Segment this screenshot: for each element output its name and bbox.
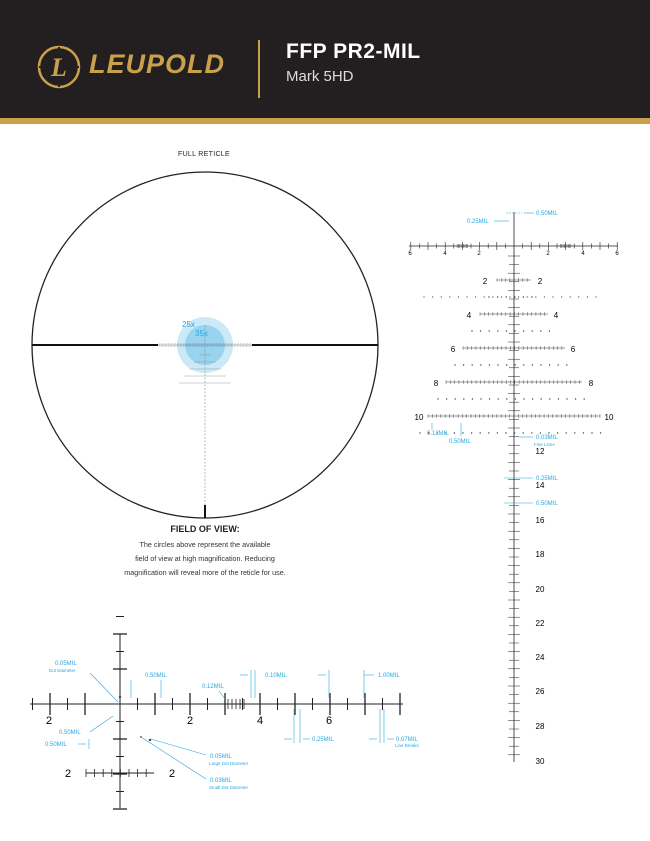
v-label-20: 20 — [535, 585, 545, 594]
callout-050-left-b: 0.50MIL — [45, 742, 67, 748]
h-label-right-6: 6 — [615, 251, 619, 257]
model-subtitle: Mark 5HD — [286, 68, 354, 85]
callout-050-lower: 0.50MIL — [536, 501, 558, 507]
reticle-detail-bottom — [30, 617, 420, 810]
tree-label-2-left: 2 — [482, 277, 488, 286]
tree-dot — [498, 398, 499, 399]
tree-label-4-left: 4 — [466, 311, 472, 320]
tree-dot — [497, 296, 498, 297]
tree-dot — [489, 364, 490, 365]
callout-025-lower: 0.25MIL — [536, 476, 558, 482]
tree-dot — [419, 432, 420, 433]
callout-025-bottom: 0.25MIL — [312, 737, 334, 743]
tree-dot — [462, 432, 463, 433]
h-label-right-4: 4 — [581, 251, 585, 257]
tree-dot — [509, 296, 510, 297]
tree-dot — [548, 432, 549, 433]
tree-dot — [506, 296, 507, 297]
tree-dot — [432, 296, 433, 297]
v-label-18: 18 — [535, 550, 545, 559]
callout-small-dot-caption: Small Dot Diameter — [209, 785, 249, 790]
tree-dot — [532, 398, 533, 399]
tree-dot — [446, 398, 447, 399]
svg-text:L: L — [51, 53, 67, 82]
callout-010: 0.10MIL — [265, 673, 287, 679]
tree-dot — [570, 296, 571, 297]
tree-dot — [484, 296, 485, 297]
tree-dot — [463, 364, 464, 365]
model-title: FFP PR2-MIL — [286, 40, 421, 63]
tree-dot — [549, 398, 550, 399]
brand-name: LEUPOLD — [89, 49, 226, 79]
tree-dot — [497, 330, 498, 331]
tree-dot — [561, 296, 562, 297]
tree-dot — [489, 398, 490, 399]
tree-dot — [558, 398, 559, 399]
tree-label-4-right: 4 — [553, 311, 559, 320]
tree-dot — [506, 330, 507, 331]
detail-large-dot — [149, 739, 151, 741]
v-label-26: 26 — [535, 687, 545, 696]
h-label-right-2: 2 — [546, 251, 550, 257]
tree-label-8-right: 8 — [588, 379, 594, 388]
callout-025-top: 0.25MIL — [467, 219, 489, 225]
callout-fine-lines-caption: Fine Lines — [534, 442, 555, 447]
callout-100: 1.00MIL — [378, 673, 400, 679]
callout-large-dot-caption: Large Dot Diameter — [209, 761, 249, 766]
callout-007-caption: Line Breaks — [395, 743, 419, 748]
tree-dot — [458, 296, 459, 297]
tree-dot — [574, 432, 575, 433]
mag-25x-label: 25x — [182, 320, 195, 329]
tree-dot — [518, 296, 519, 297]
tree-dot — [540, 330, 541, 331]
tree-dot — [566, 432, 567, 433]
tree-dot — [532, 364, 533, 365]
tree-dot — [449, 296, 450, 297]
tree-dot — [523, 330, 524, 331]
tree-dot — [497, 432, 498, 433]
tree-dot — [505, 432, 506, 433]
detail-axis-2-right: 2 — [186, 715, 194, 727]
h-label-left-4: 4 — [443, 251, 447, 257]
tree-dot — [475, 296, 476, 297]
detail-axis-6: 6 — [325, 715, 333, 727]
tree-dot — [557, 432, 558, 433]
reticle-detail-right — [408, 211, 619, 766]
tree-dot — [488, 296, 489, 297]
callout-dot-diameter-caption: Dot Diameter — [49, 668, 76, 673]
tree-dot — [532, 330, 533, 331]
tree-dot — [584, 398, 585, 399]
tree-label-8-left: 8 — [433, 379, 439, 388]
detail-axis-2-left: 2 — [45, 715, 53, 727]
tree-dot — [497, 364, 498, 365]
full-reticle-label: FULL RETICLE — [178, 151, 230, 158]
tree-dot — [575, 398, 576, 399]
callout-050-left-a: 0.50MIL — [59, 730, 81, 736]
tree-dot — [455, 398, 456, 399]
detail-tree-2-right: 2 — [168, 768, 176, 780]
tree-dot — [514, 330, 515, 331]
tree-dot — [523, 296, 524, 297]
detail-dot — [119, 696, 121, 698]
tree-dot — [578, 296, 579, 297]
callout-050-top: 0.50MIL — [536, 211, 558, 217]
tree-dot — [531, 296, 532, 297]
right-christmas-tree — [419, 278, 601, 434]
callout-large-dot: 0.05MIL — [210, 754, 232, 760]
detail-tree-2-left: 2 — [64, 768, 72, 780]
v-label-30: 30 — [535, 757, 545, 766]
callout-dot-diameter: 0.05MIL — [55, 661, 77, 667]
tree-dot — [501, 296, 502, 297]
fov-line: magnification will reveal more of the reticle for use. — [124, 568, 286, 577]
tree-dot — [480, 398, 481, 399]
right-callouts — [427, 211, 558, 507]
tree-dot — [552, 296, 553, 297]
tree-dot — [523, 364, 524, 365]
mag-35x-label: 35x — [195, 329, 208, 338]
fov-title: FIELD OF VIEW: — [170, 524, 240, 534]
tree-dot — [549, 364, 550, 365]
tree-dot — [583, 432, 584, 433]
tree-dot — [600, 432, 601, 433]
tree-dot — [587, 296, 588, 297]
tree-label-10-left: 10 — [414, 413, 424, 422]
fov-line: The circles above represent the available — [139, 540, 271, 549]
tree-dot — [566, 364, 567, 365]
tree-dot — [527, 296, 528, 297]
v-label-24: 24 — [535, 653, 545, 662]
callout-050-row10: 0.50MIL — [449, 439, 471, 445]
v-label-28: 28 — [535, 722, 545, 731]
tree-dot — [480, 432, 481, 433]
tree-dot — [531, 432, 532, 433]
tree-dot — [471, 432, 472, 433]
detail-callouts — [45, 661, 420, 790]
tree-dot — [463, 398, 464, 399]
tree-dot — [441, 296, 442, 297]
tree-dot — [515, 364, 516, 365]
tree-dot — [540, 432, 541, 433]
tree-dot — [544, 296, 545, 297]
tree-dot — [514, 432, 515, 433]
callout-007: 0.07MIL — [396, 737, 418, 743]
detail-axis-4: 4 — [256, 715, 264, 727]
tree-dot — [472, 364, 473, 365]
v-label-16: 16 — [535, 516, 545, 525]
tree-dot — [466, 296, 467, 297]
v-label-14: 14 — [535, 481, 545, 490]
callout-small-dot: 0.03MIL — [210, 778, 232, 784]
tree-dot — [471, 330, 472, 331]
tree-label-10-right: 10 — [604, 413, 614, 422]
tree-dot — [488, 432, 489, 433]
tree-dot — [437, 398, 438, 399]
callout-012: 0.12MIL — [202, 684, 224, 690]
tree-dot — [506, 398, 507, 399]
full-reticle-view — [32, 172, 378, 518]
tree-dot — [523, 398, 524, 399]
tree-dot — [591, 432, 592, 433]
tree-dot — [480, 330, 481, 331]
tree-dot — [514, 296, 515, 297]
tree-dot — [489, 330, 490, 331]
tree-dot — [454, 364, 455, 365]
tree-dot — [454, 432, 455, 433]
v-label-12: 12 — [535, 447, 545, 456]
tree-dot — [595, 296, 596, 297]
tree-dot — [549, 330, 550, 331]
tree-dot — [558, 364, 559, 365]
tree-dot — [515, 398, 516, 399]
callout-050-top-left: 0.50MIL — [145, 673, 167, 679]
tree-dot — [492, 296, 493, 297]
tree-dot — [423, 296, 424, 297]
tree-dot — [540, 364, 541, 365]
tree-dot — [535, 296, 536, 297]
fov-line: field of view at high magnification. Reducing — [135, 554, 275, 563]
h-label-left-6: 6 — [408, 251, 412, 257]
tree-dot — [506, 364, 507, 365]
callout-012-row10: 0.12MIL — [427, 431, 449, 437]
tree-dot — [472, 398, 473, 399]
tree-dot — [566, 398, 567, 399]
tree-dot — [541, 398, 542, 399]
tree-label-2-right: 2 — [537, 277, 543, 286]
h-label-left-2: 2 — [477, 251, 481, 257]
tree-label-6-right: 6 — [570, 345, 576, 354]
tree-dot — [523, 432, 524, 433]
callout-fine-lines: 0.03MIL — [536, 435, 558, 441]
tree-label-6-left: 6 — [450, 345, 456, 354]
v-label-22: 22 — [535, 619, 545, 628]
tree-dot — [480, 364, 481, 365]
